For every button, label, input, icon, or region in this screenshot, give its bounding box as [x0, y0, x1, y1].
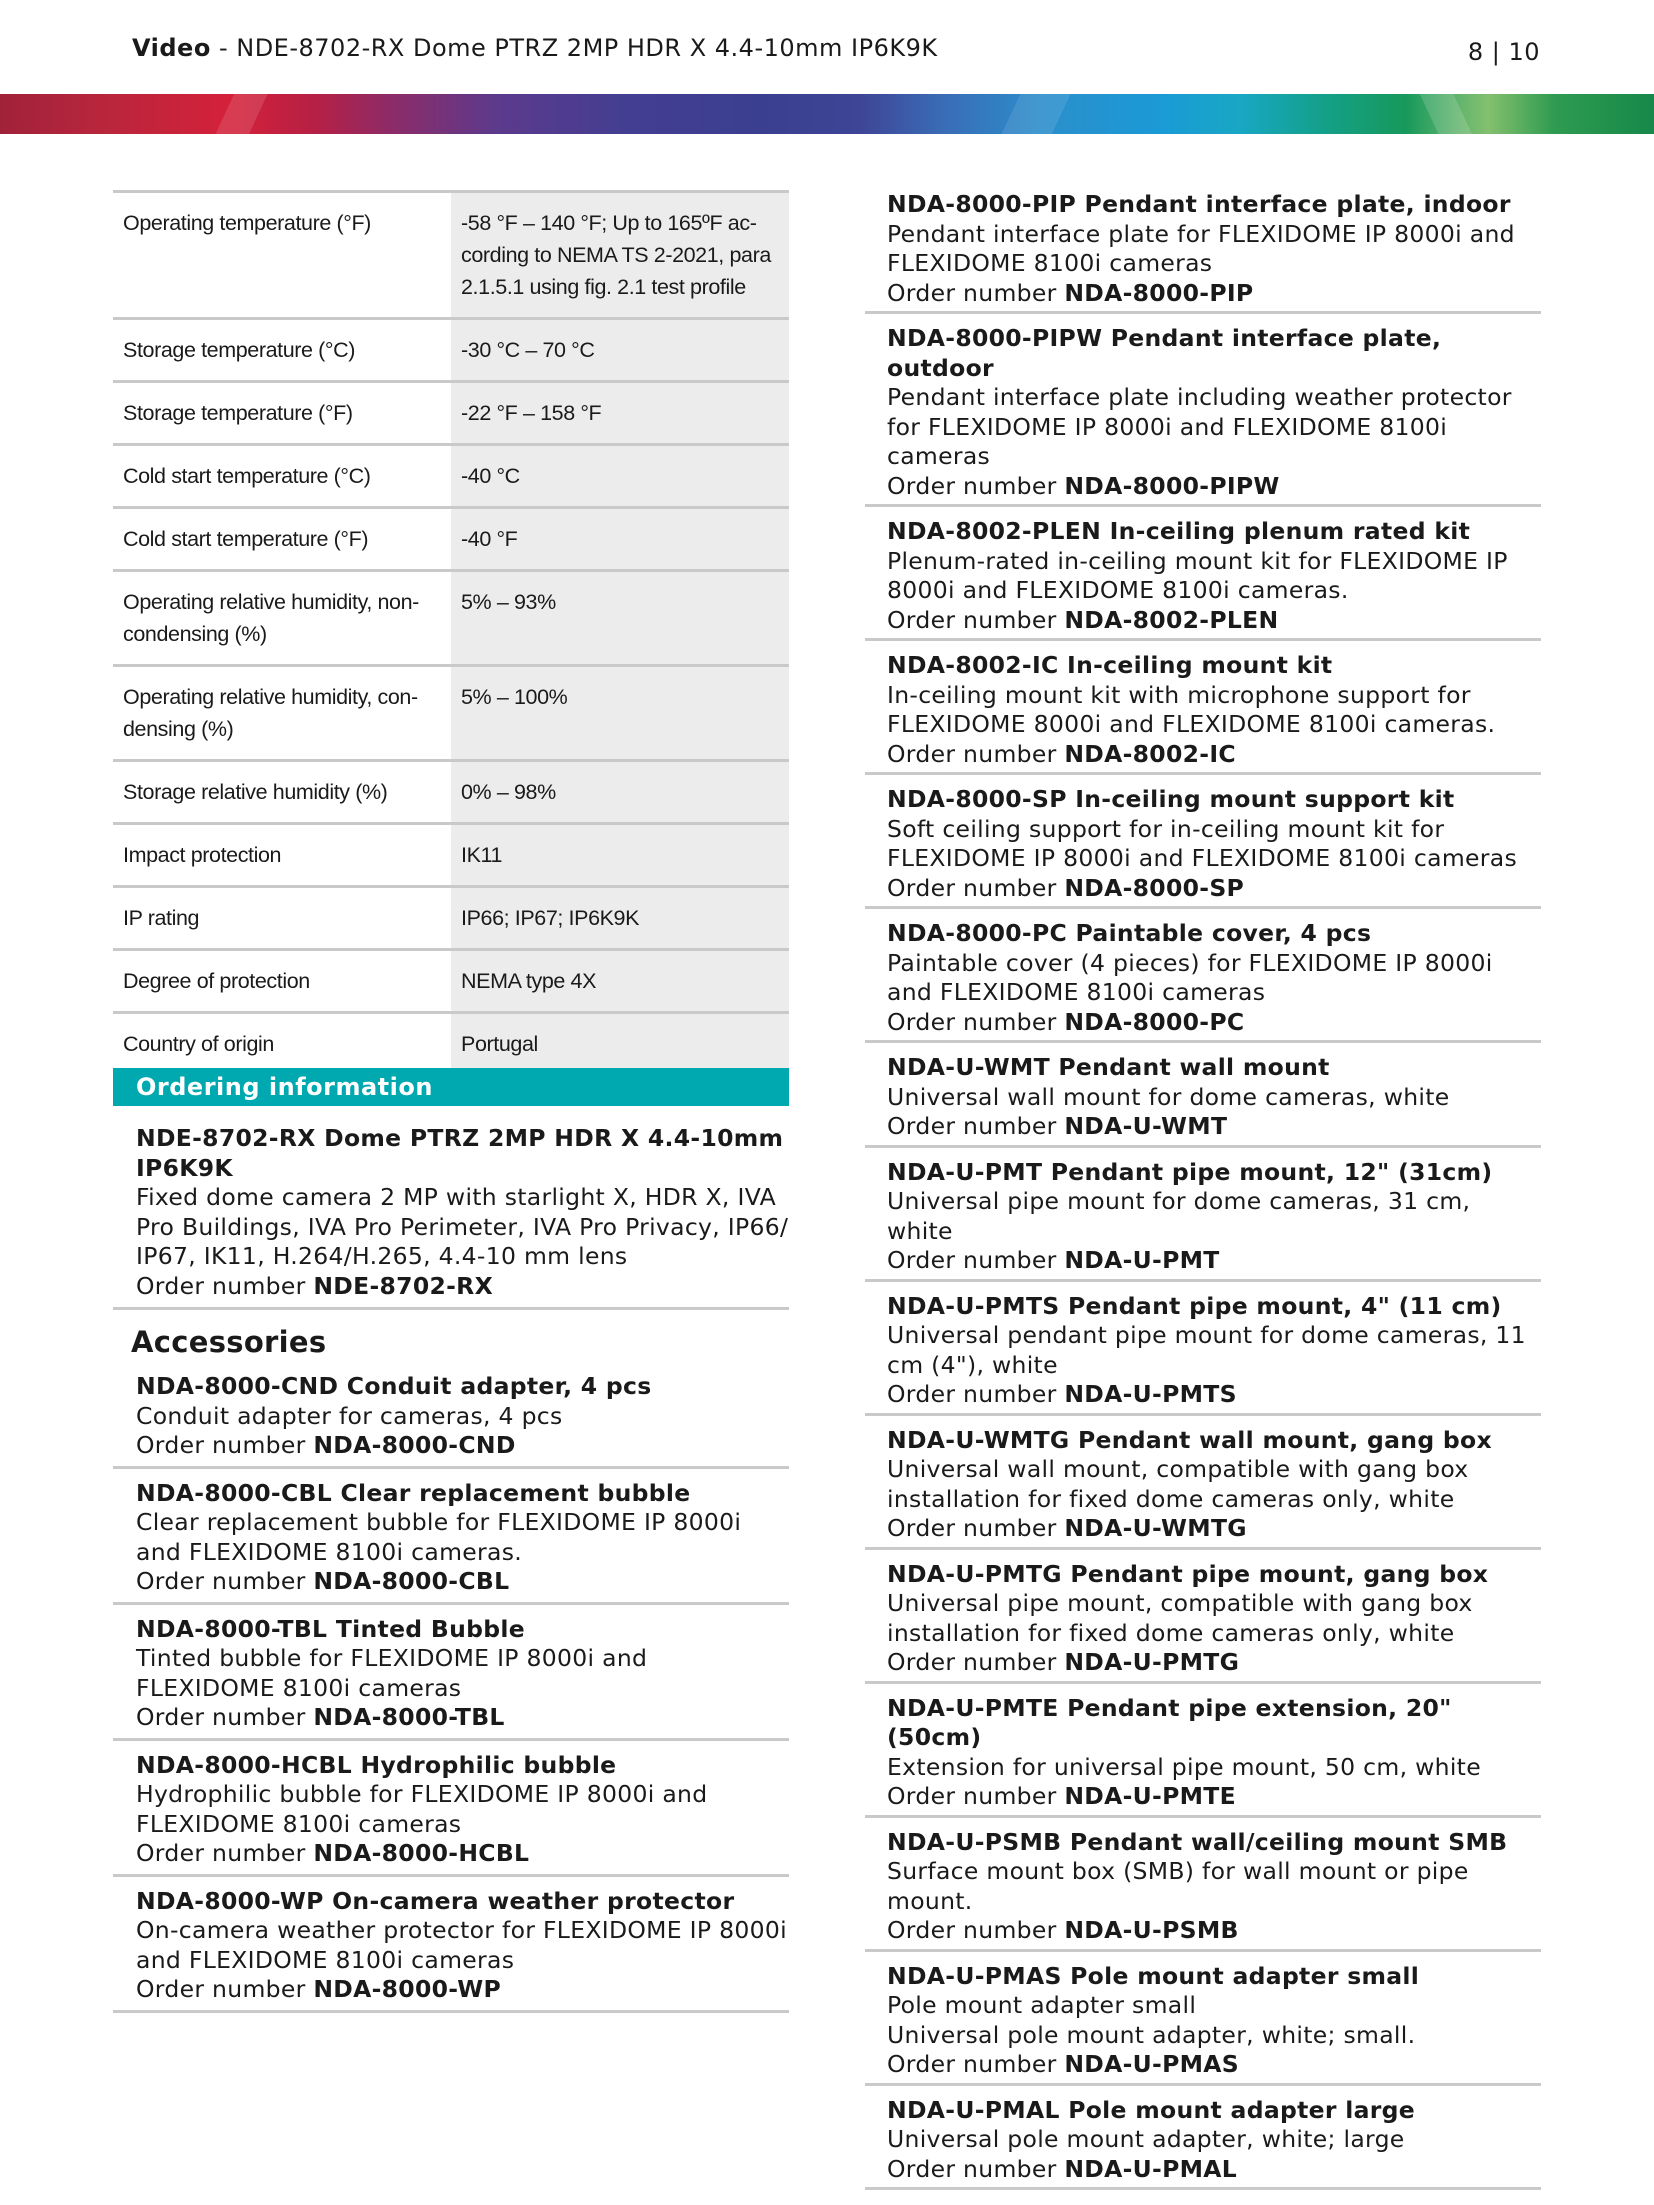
accessory-name: NDA-U-PMTS Pendant pipe mount, 4" (11 cm): [887, 1291, 1502, 1320]
order-number: NDA-U-PMT: [1064, 1246, 1220, 1274]
accessory-order-line: [887, 1008, 1541, 1038]
spec-value: IK11: [451, 825, 789, 885]
accessory-name: NDA-U-WMT Pendant wall mount: [887, 1053, 1330, 1081]
order-number: NDA-U-WMT: [1064, 1112, 1228, 1140]
spec-row: [113, 509, 789, 572]
accessory-order-line: [887, 1514, 1541, 1544]
order-number: NDA-8002-PLEN: [1064, 605, 1279, 634]
accessory-description: Soft ceiling support for in-ceiling mount kit for FLEXIDOME IP 8000i and FLEXIDOME 8100i cameras: [887, 814, 1517, 872]
accessory-order-line: [887, 472, 1541, 502]
accessory-name: NDA-8000-SP In-ceiling mount support kit: [887, 785, 1455, 813]
order-label: Order number: [136, 1567, 314, 1595]
order-label: Order number: [136, 1839, 314, 1867]
order-label: Order number: [887, 1916, 1065, 1944]
accessory-description: Tinted bubble for FLEXIDOME IP 8000i and FLEXIDOME 8100i cameras: [136, 1644, 648, 1702]
accessory-order-line: [887, 874, 1541, 904]
accessory-entry: [865, 1558, 1541, 1684]
accessory-description: Pendant interface plate for FLEXIDOME IP 8000i and FLEXIDOME 8100i cameras: [887, 219, 1515, 277]
spec-value: 0% – 98%: [451, 762, 789, 822]
order-number: NDA-8000-PC: [1064, 1007, 1245, 1036]
accessory-order-line: [136, 1567, 789, 1597]
spec-label: Operating relative humidity, non-condensing (%): [123, 590, 419, 646]
product-name: NDE-8702-RX Dome PTRZ 2MP HDR X 4.4-10mm IP6K9K: [136, 1124, 784, 1182]
spec-row: [113, 383, 789, 446]
spec-value: -40 °F: [451, 509, 789, 569]
accessory-entry: [865, 515, 1541, 641]
accessory-name: NDA-8000-CBL Clear replacement bubble: [136, 1478, 691, 1507]
order-number: NDA-8000-PIPW: [1064, 471, 1280, 500]
accessory-entry: [865, 1424, 1541, 1550]
accessory-order-line: [887, 1916, 1541, 1946]
spec-row: [113, 951, 789, 1014]
order-number: NDA-U-PMTS: [1064, 1380, 1237, 1408]
accessory-description: Universal pipe mount, compatible with gang box installation for fixed dome cameras only, white: [887, 1589, 1473, 1647]
spec-label: Storage temperature (°F): [123, 401, 353, 425]
accessory-description: Pendant interface plate including weather protector for FLEXIDOME IP 8000i and FLEXIDOME 8100i cameras: [887, 383, 1512, 470]
product-description: Fixed dome camera 2 MP with starlight X, HDR X, IVA Pro Buildings, IVA Pro Perimeter, IVA Pro Privacy, IP66/ IP67, IK11, H.264/H.265, 4.4-10 mm lens: [136, 1183, 789, 1270]
accessory-entry: [865, 190, 1541, 314]
spec-label: Operating relative humidity, con-densing (%): [123, 685, 418, 741]
order-number: NDA-8002-IC: [1064, 739, 1236, 768]
accessory-name: NDA-8000-WP On-camera weather protector: [136, 1886, 735, 1915]
page-header: [132, 34, 1540, 74]
order-number: NDA-8000-WP: [313, 1975, 502, 2003]
order-number: NDA-U-PMTG: [1064, 1648, 1240, 1676]
accessory-name: NDA-8000-PIP Pendant interface plate, indoor: [887, 190, 1511, 218]
spec-row: [113, 888, 789, 951]
spec-value: -22 °F – 158 °F: [451, 383, 789, 443]
accessory-entry: [865, 1156, 1541, 1282]
accessory-name: NDA-8002-IC In-ceiling mount kit: [887, 651, 1333, 679]
accessory-description: Universal wall mount for dome cameras, white: [887, 1082, 1450, 1111]
accessory-entry: [865, 1692, 1541, 1818]
accessory-entry: [865, 1826, 1541, 1952]
order-label: Order number: [887, 1514, 1065, 1542]
ordering-heading: Ordering information: [113, 1068, 789, 1106]
accessory-description: Clear replacement bubble for FLEXIDOME IP 8000i and FLEXIDOME 8100i cameras.: [136, 1508, 742, 1566]
accessory-name: NDA-U-PMTG Pendant pipe mount, gang box: [887, 1559, 1489, 1588]
spec-table: [113, 190, 789, 1077]
order-number: NDA-8000-PIP: [1064, 278, 1254, 307]
product-order-line: [136, 1272, 789, 1302]
accessory-name: NDA-8000-TBL Tinted Bubble: [136, 1614, 525, 1643]
accessories-list-left: [113, 1362, 789, 2013]
accessory-order-line: [887, 1246, 1541, 1276]
accessory-order-line: [136, 1975, 789, 2005]
accessory-entry: [865, 783, 1541, 909]
spec-value: -58 °F – 140 °F; Up to 165ºF ac-cording to NEMA TS 2-2021, para 2.1.5.1 using fig. 2.1 test profile: [451, 193, 789, 317]
accessory-order-line: [887, 279, 1541, 309]
accessory-order-line: [887, 606, 1541, 636]
spec-value: IP66; IP67; IP6K9K: [451, 888, 789, 948]
order-number: NDA-U-PMAS: [1064, 2050, 1240, 2078]
order-label: Order number: [136, 1975, 314, 2003]
spec-label: Storage temperature (°C): [123, 338, 356, 362]
spec-value: -30 °C – 70 °C: [451, 320, 789, 380]
spec-row: [113, 572, 789, 667]
spec-value: Portugal: [451, 1014, 789, 1074]
accessory-entry: [865, 649, 1541, 775]
order-label: Order number: [136, 1431, 314, 1459]
accessory-order-line: [887, 1112, 1541, 1142]
spec-row: [113, 825, 789, 888]
accessory-description: Plenum-rated in-ceiling mount kit for FLEXIDOME IP 8000i and FLEXIDOME 8100i cameras.: [887, 546, 1508, 604]
order-label: Order number: [887, 1112, 1065, 1140]
accessory-name: NDA-U-PMT Pendant pipe mount, 12" (31cm): [887, 1157, 1493, 1186]
accessory-description: Hydrophilic bubble for FLEXIDOME IP 8000i and FLEXIDOME 8100i cameras: [136, 1780, 708, 1838]
order-number: NDA-8000-CBL: [313, 1567, 510, 1595]
spec-value: 5% – 93%: [451, 572, 789, 664]
order-label: Order number: [887, 739, 1065, 768]
order-number: NDA-8000-CND: [313, 1431, 516, 1459]
accessory-order-line: [887, 740, 1541, 770]
spec-row: [113, 667, 789, 762]
accessory-entry: [865, 2094, 1541, 2191]
spec-row: [113, 762, 789, 825]
order-label: Order number: [887, 471, 1065, 500]
accessory-entry: [865, 1290, 1541, 1416]
accessory-description: Conduit adapter for cameras, 4 pcs: [136, 1401, 563, 1430]
accessory-order-line: [887, 1380, 1541, 1410]
spec-label: Country of origin: [123, 1032, 274, 1056]
spec-label: Degree of protection: [123, 969, 310, 993]
brand-color-band: [0, 94, 1654, 134]
accessory-name: NDA-U-PSMB Pendant wall/ceiling mount SMB: [887, 1827, 1508, 1856]
order-label: Order number: [136, 1271, 314, 1300]
title-product: - NDE-8702-RX Dome PTRZ 2MP HDR X 4.4-10mm IP6K9K: [210, 34, 938, 62]
accessory-name: NDA-U-PMAL Pole mount adapter large: [887, 2095, 1416, 2124]
order-label: Order number: [887, 1246, 1065, 1274]
accessory-description: Paintable cover (4 pieces) for FLEXIDOME IP 8000i and FLEXIDOME 8100i cameras: [887, 948, 1493, 1006]
spec-label: Impact protection: [123, 843, 282, 867]
spec-value: -40 °C: [451, 446, 789, 506]
order-number: NDA-8000-TBL: [313, 1703, 505, 1731]
product-entry: [113, 1114, 789, 1310]
spec-label: Cold start temperature (°F): [123, 527, 369, 551]
accessory-order-line: [887, 2155, 1541, 2185]
accessory-name: NDA-U-WMTG Pendant wall mount, gang box: [887, 1425, 1492, 1454]
accessory-description: Extension for universal pipe mount, 50 cm, white: [887, 1752, 1481, 1781]
accessory-description: On-camera weather protector for FLEXIDOME IP 8000i and FLEXIDOME 8100i cameras: [136, 1916, 787, 1974]
order-number: NDA-8000-SP: [1064, 873, 1245, 902]
accessory-description: Universal pipe mount for dome cameras, 31 cm, white: [887, 1187, 1471, 1245]
accessory-entry: [865, 322, 1541, 507]
title-category: Video: [132, 34, 211, 62]
product-list: [113, 1114, 789, 1310]
order-label: Order number: [887, 1782, 1065, 1810]
order-label: Order number: [887, 605, 1065, 634]
accessory-description: Pole mount adapter small: [887, 1991, 1197, 2019]
spec-value: NEMA type 4X: [451, 951, 789, 1011]
spec-row: [113, 320, 789, 383]
accessory-order-line: [136, 1839, 789, 1869]
accessory-order-line: [887, 1648, 1541, 1678]
order-label: Order number: [136, 1703, 314, 1731]
accessory-name: NDA-U-PMAS Pole mount adapter small: [887, 1961, 1420, 1990]
accessory-description: Universal pendant pipe mount for dome cameras, 11 cm (4"), white: [887, 1321, 1526, 1379]
accessory-order-line: [887, 1782, 1541, 1812]
order-number: NDA-U-WMTG: [1064, 1514, 1247, 1542]
document-title: [132, 34, 938, 62]
accessory-entry: [113, 1605, 789, 1741]
accessory-entry: [865, 1960, 1541, 2086]
accessories-heading: Accessories: [131, 1325, 327, 1359]
order-number: NDE-8702-RX: [313, 1271, 493, 1300]
order-number: NDA-8000-HCBL: [313, 1839, 530, 1867]
accessory-order-line: [887, 2050, 1541, 2080]
accessory-name: NDA-8000-CND Conduit adapter, 4 pcs: [136, 1372, 652, 1400]
accessory-entry: [113, 1362, 789, 1469]
accessory-entry: [113, 1469, 789, 1605]
order-number: NDA-U-PMTE: [1064, 1782, 1236, 1810]
accessory-description: Universal wall mount, compatible with gang box installation for fixed dome cameras only, white: [887, 1455, 1469, 1513]
order-number: NDA-U-PSMB: [1064, 1916, 1239, 1944]
spec-label: Storage relative humidity (%): [123, 780, 388, 804]
order-label: Order number: [887, 2050, 1065, 2078]
order-label: Order number: [887, 1648, 1065, 1676]
spec-label: Cold start temperature (°C): [123, 464, 371, 488]
order-number: NDA-U-PMAL: [1064, 2154, 1238, 2183]
accessory-name: NDA-U-PMTE Pendant pipe extension, 20" (50cm): [887, 1693, 1452, 1751]
accessory-description: Universal pole mount adapter, white; large: [887, 2125, 1405, 2153]
accessory-name: NDA-8002-PLEN In-ceiling plenum rated kit: [887, 517, 1471, 545]
accessory-order-line: [136, 1703, 789, 1733]
page-number: 8 | 10: [1467, 38, 1540, 66]
accessory-description: Universal pole mount adapter, white; small.: [887, 2020, 1416, 2049]
accessory-entry: [113, 1877, 789, 2013]
accessories-list-right: [865, 190, 1541, 2198]
spec-value: 5% – 100%: [451, 667, 789, 759]
accessory-entry: [865, 1051, 1541, 1148]
spec-row: [113, 193, 789, 320]
spec-label: Operating temperature (°F): [123, 211, 371, 235]
order-label: Order number: [887, 873, 1065, 902]
accessory-order-line: [136, 1431, 789, 1461]
accessory-description: In-ceiling mount kit with microphone support for FLEXIDOME 8000i and FLEXIDOME 8100i cameras.: [887, 680, 1496, 738]
accessory-entry: [865, 917, 1541, 1043]
accessory-description: Surface mount box (SMB) for wall mount or pipe mount.: [887, 1857, 1469, 1915]
spec-label: IP rating: [123, 906, 200, 930]
accessory-entry: [113, 1741, 789, 1877]
accessory-name: NDA-8000-PC Paintable cover, 4 pcs: [887, 919, 1372, 947]
spec-row: [113, 446, 789, 509]
accessory-name: NDA-8000-HCBL Hydrophilic bubble: [136, 1750, 617, 1779]
order-label: Order number: [887, 1007, 1065, 1036]
order-label: Order number: [887, 278, 1065, 307]
accessory-name: NDA-8000-PIPW Pendant interface plate, outdoor: [887, 324, 1442, 382]
order-label: Order number: [887, 1380, 1065, 1408]
order-label: Order number: [887, 2154, 1065, 2183]
